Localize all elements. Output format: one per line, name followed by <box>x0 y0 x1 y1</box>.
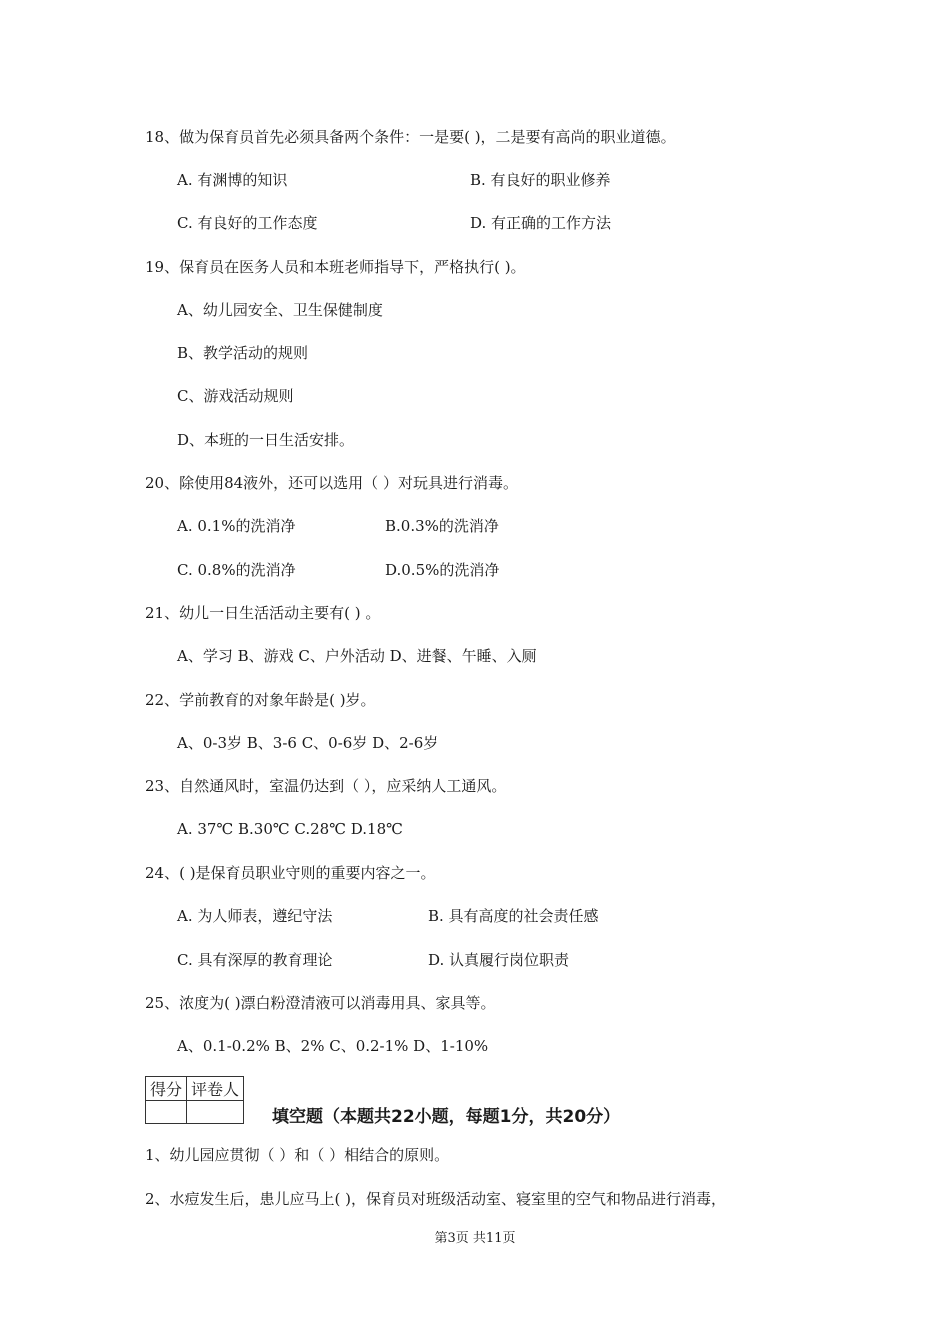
question-21-options: A、学习 B、游戏 C、户外活动 D、进餐、午睡、入厕 <box>177 647 537 665</box>
question-19-option-a: A、幼儿园安全、卫生保健制度 <box>177 301 383 319</box>
grader-cell[interactable] <box>187 1101 244 1124</box>
question-18-option-d: D. 有正确的工作方法 <box>470 214 612 232</box>
question-24-option-b: B. 具有高度的社会责任感 <box>428 907 599 925</box>
question-22-stem: 22、学前教育的对象年龄是( )岁。 <box>145 691 376 709</box>
score-header: 得分 <box>146 1077 187 1101</box>
question-19-option-b: B、教学活动的规则 <box>177 344 309 362</box>
question-18-option-c: C. 有良好的工作态度 <box>177 214 318 232</box>
fill-question-2: 2、水痘发生后，患儿应马上( )，保育员对班级活动室、寝室里的空气和物品进行消毒， <box>145 1190 727 1208</box>
question-20-option-d: D.0.5%的洗消净 <box>385 561 500 579</box>
question-24-stem: 24、( )是保育员职业守则的重要内容之一。 <box>145 864 436 882</box>
question-19-option-d: D、本班的一日生活安排。 <box>177 431 355 449</box>
question-24-option-c: C. 具有深厚的教育理论 <box>177 951 333 969</box>
question-18-option-a: A. 有渊博的知识 <box>177 171 288 189</box>
question-22-options: A、0-3岁 B、3-6 C、0-6岁 D、2-6岁 <box>177 734 439 752</box>
question-19-stem: 19、保育员在医务人员和本班老师指导下，严格执行( )。 <box>145 258 526 276</box>
question-18-option-b: B. 有良好的职业修养 <box>470 171 611 189</box>
question-19-option-c: C、游戏活动规则 <box>177 387 294 405</box>
question-21-stem: 21、幼儿一日生活活动主要有( ) 。 <box>145 604 381 622</box>
question-25-stem: 25、浓度为( )漂白粉澄清液可以消毒用具、家具等。 <box>145 994 496 1012</box>
question-20-option-b: B.0.3%的洗消净 <box>385 517 499 535</box>
question-20-option-a: A. 0.1%的洗消净 <box>177 517 296 535</box>
fill-question-1: 1、幼儿园应贯彻（ ）和（ ）相结合的原则。 <box>145 1146 450 1164</box>
question-23-options: A. 37℃ B.30℃ C.28℃ D.18℃ <box>177 820 403 838</box>
question-24-option-d: D. 认真履行岗位职责 <box>428 951 570 969</box>
question-18-stem: 18、做为保育员首先必须具备两个条件：一是要( )，二是要有高尚的职业道德。 <box>145 128 676 146</box>
score-table <box>145 1076 244 1124</box>
question-24-option-a: A. 为人师表，遵纪守法 <box>177 907 333 925</box>
question-23-stem: 23、自然通风时，室温仍达到（ ），应采纳人工通风。 <box>145 777 507 795</box>
question-20-option-c: C. 0.8%的洗消净 <box>177 561 296 579</box>
question-20-stem: 20、除使用84液外，还可以选用（ ）对玩具进行消毒。 <box>145 474 518 492</box>
page-footer: 第3页 共11页 <box>434 1231 516 1246</box>
score-cell[interactable] <box>146 1101 187 1124</box>
section-title: 填空题（本题共22小题，每题1分，共20分） <box>272 1107 621 1127</box>
question-25-options: A、0.1-0.2% B、2% C、0.2-1% D、1-10% <box>177 1037 489 1055</box>
grader-header: 评卷人 <box>187 1077 244 1101</box>
